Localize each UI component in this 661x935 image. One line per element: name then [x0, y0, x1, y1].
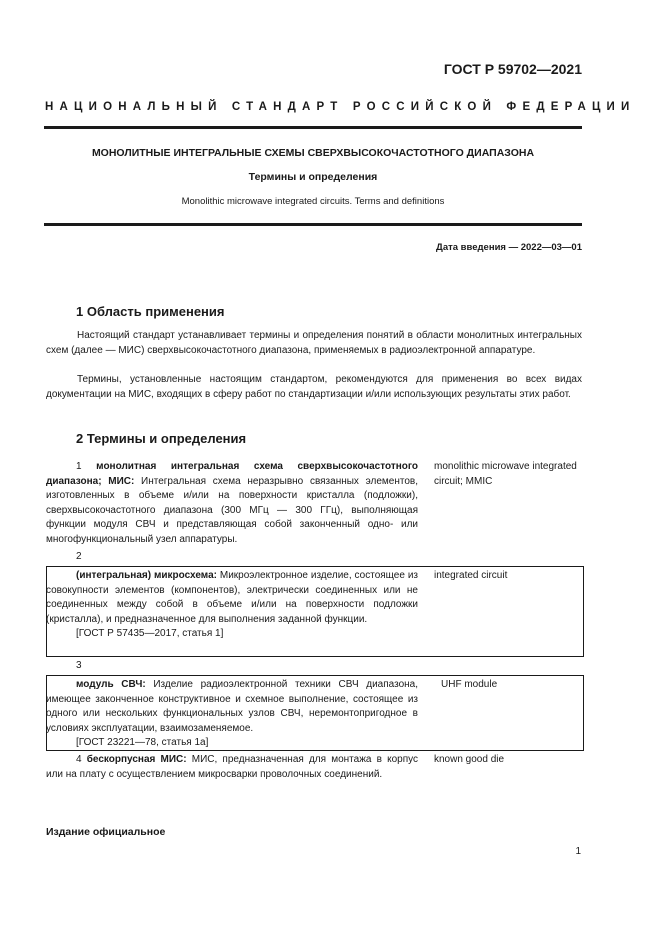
term-english-1: monolithic microwave integrated circuit; MMIC — [434, 461, 577, 487]
term-name: (интегральная) микросхема: — [76, 570, 217, 581]
bottom-rule — [44, 223, 582, 226]
section-1-heading: 1 Область применения — [76, 304, 225, 319]
term-number: 1 — [76, 461, 82, 472]
introduction-date: Дата введения — 2022—03—01 — [436, 242, 582, 253]
term-definition: Микроэлектронное изделие, состоящее из совокупности элементов (компонентов), электрически соединенных или не соединенных между собой в объеме и/или на поверхности подложки (кристалла), и предназначенное для выполнения заданной функции. — [46, 570, 418, 625]
term-english-3: UHF module — [441, 679, 498, 690]
term-entry-2 — [46, 569, 418, 642]
section-1-paragraph-1: Настоящий стандарт устанавливает термины и определения понятий в области монолитных интегральных схем (далее — МИС) сверхвысокочастотного диапазона, применяемых в радиоэлектронной аппаратуре. — [46, 330, 582, 356]
term-definition: Изделие радиоэлектронной техники СВЧ диапазона, имеющее законченное конструктивное и схемное выполнение, состоящее из одного или нескольких функциональных узлов СВЧ, неремонтопригодное в условиях эксплуатации, взаимозаменяемое. — [46, 679, 418, 734]
term-name: бескорпусная МИС: — [86, 754, 187, 765]
term-number-2: 2 — [76, 551, 82, 562]
term-entry-1 — [46, 460, 418, 547]
term-source: [ГОСТ Р 57435—2017, статья 1] — [76, 628, 224, 639]
term-source: [ГОСТ 23221—78, статья 1а] — [76, 737, 209, 748]
document-subtitle: Термины и определения — [248, 171, 378, 183]
term-number-3: 3 — [76, 660, 82, 671]
page-number: 1 — [575, 846, 581, 857]
term-definition: МИС, предназначенная для монтажа в корпус или на плату с осуществлением микросварки проволочных соединений. — [46, 754, 418, 780]
term-number: 4 — [76, 754, 82, 765]
term-english-2: integrated circuit — [434, 570, 508, 581]
term-entry-3 — [46, 678, 418, 751]
section-1-paragraph-2: Термины, установленные настоящим стандартом, рекомендуются для применения во всех видах документации на МИС, входящих в сферу работ по стандартизации и/или использующих результаты этих работ. — [46, 374, 582, 400]
term-entry-4 — [46, 753, 418, 782]
document-number: ГОСТ Р 59702—2021 — [443, 61, 582, 77]
term-english-4: known good die — [434, 754, 505, 765]
document-title: МОНОЛИТНЫЕ ИНТЕГРАЛЬНЫЕ СХЕМЫ СВЕРХВЫСОКОЧАСТОТНОГО ДИАПАЗОНА — [91, 147, 535, 159]
document-title-en: Monolithic microwave integrated circuits. Terms and definitions — [181, 196, 445, 207]
section-2-heading: 2 Термины и определения — [76, 431, 247, 446]
term-definition: Интегральная схема неразрывно связанных элементов, изготовленных в объеме и/или на поверхности кристалла (подложки), сверхвысокочастотного диапазона (300 МГц — 300 ГГц), выполняющая функции модуля СВЧ и представляющая собой законченный одно- или многофункциональный узел аппаратуры. — [46, 475, 419, 545]
term-name: модуль СВЧ: — [76, 679, 146, 690]
top-rule — [44, 126, 582, 129]
official-edition-label: Издание официальное — [46, 826, 166, 838]
term-name: монолитная интегральная схема сверхвысокочастотного диапазона; МИС: — [46, 461, 418, 487]
national-standard-banner: НАЦИОНАЛЬНЫЙ СТАНДАРТ РОССИЙСКОЙ ФЕДЕРАЦИИ — [45, 101, 636, 113]
